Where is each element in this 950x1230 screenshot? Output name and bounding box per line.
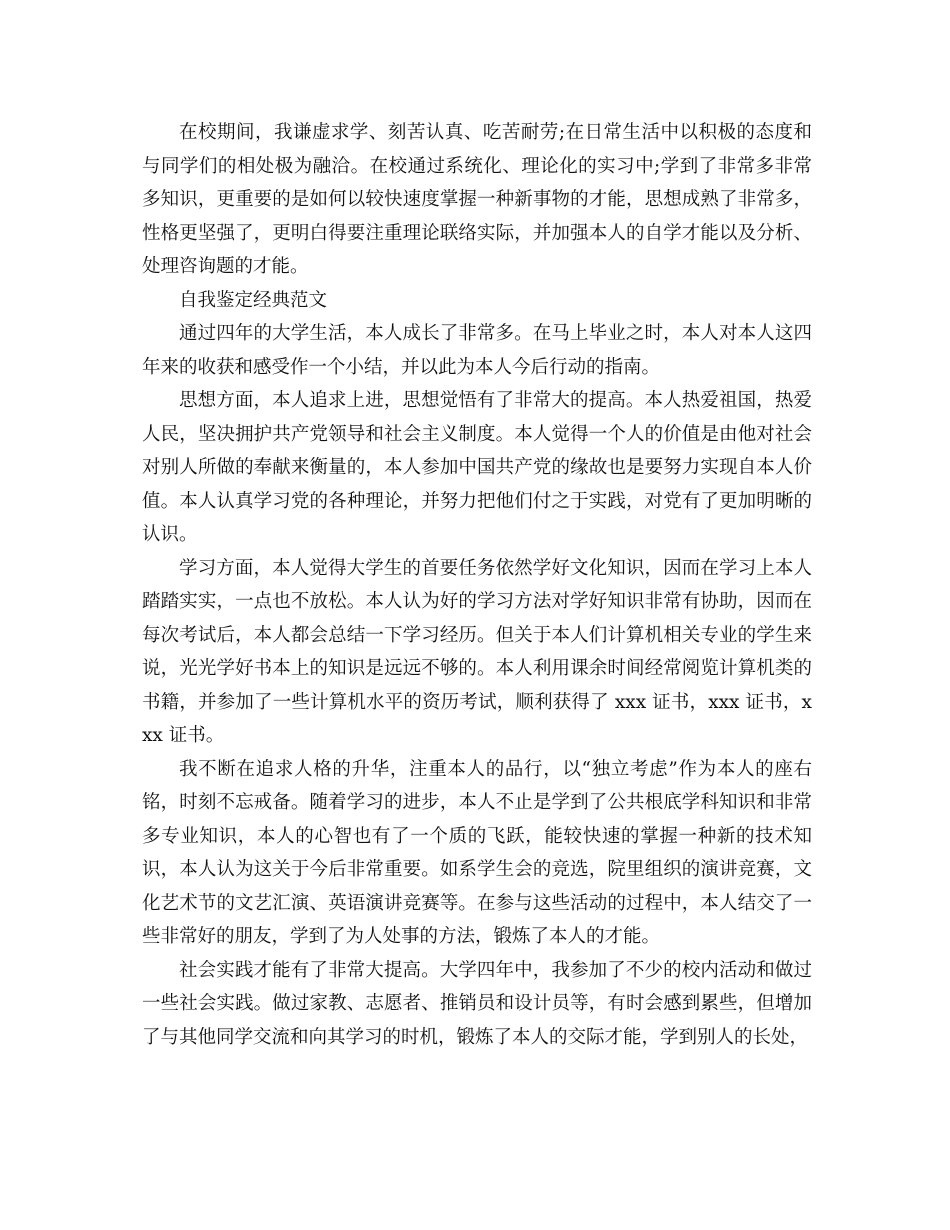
document-body — [142, 116, 812, 1054]
paragraph-ideology: 思想方面，本人追求上进，思想觉悟有了非常大的提高。本人热爱祖国，热爱人民，坚决拥护共产党领导和社会主义制度。本人觉得一个人的价值是由他对社会对别人所做的奉献来衡量的，本人参加中国共产党的缘故也是要努力实现自本人价值。本人认真学习党的各种理论，并努力把他们付之于实践，对党有了更加明晰的认识。 — [142, 390, 812, 545]
paragraph-character: 我不断在追求人格的升华，注重本人的品行，以“独立考虑”作为本人的座右铭，时刻不忘戒备。随着学习的进步，本人不止是学到了公共根底学科知识和非常多专业知识，本人的心智也有了一个质的飞跃，能较快速的掌握一种新的技术知识，本人认为这关于今后非常重要。如系学生会的竞选，院里组织的演讲竞赛，文化艺术节的文艺汇演、英语演讲竞赛等。在参与这些活动的过程中，本人结交了一些非常好的朋友，学到了为人处事的方法，锻炼了本人的才能。 — [142, 758, 812, 947]
paragraph-intro: 通过四年的大学生活，本人成长了非常多。在马上毕业之时，本人对本人这四年来的收获和感受作一个小结，并以此为本人今后行动的指南。 — [142, 323, 812, 378]
paragraph-study: 学习方面，本人觉得大学生的首要任务依然学好文化知识，因而在学习上本人踏踏实实，一点也不放松。本人认为好的学习方法对学好知识非常有协助，因而在每次考试后，本人都会总结一下学习经历。但关于本人们计算机相关专业的学生来说，光光学好书本上的知识是远远不够的。本人利用课余时间经常阅览计算机类的书籍，并参加了一些计算机水平的资历考试，顺利获得了 xxx 证书，xxx 证书，xxx 证书。 — [142, 557, 812, 746]
paragraph-campus-life: 在校期间，我谦虚求学、刻苦认真、吃苦耐劳;在日常生活中以积极的态度和与同学们的相处极为融洽。在校通过系统化、理论化的实习中;学到了非常多非常多知识，更重要的是如何以较快速度掌握一种新事物的才能，思想成熟了非常多，性格更坚强了，更明白得要注重理论联络实际，并加强本人的自学才能以及分析、处理咨询题的才能。 — [142, 122, 812, 277]
paragraph-social-practice: 社会实践才能有了非常大提高。大学四年中，我参加了不少的校内活动和做过一些社会实践。做过家教、志愿者、推销员和设计员等，有时会感到累些，但增加了与其他同学交流和向其学习的时机，锻炼了本人的交际才能，学到别人的长处， — [142, 959, 812, 1048]
section-heading: 自我鉴定经典范文 — [179, 289, 328, 311]
